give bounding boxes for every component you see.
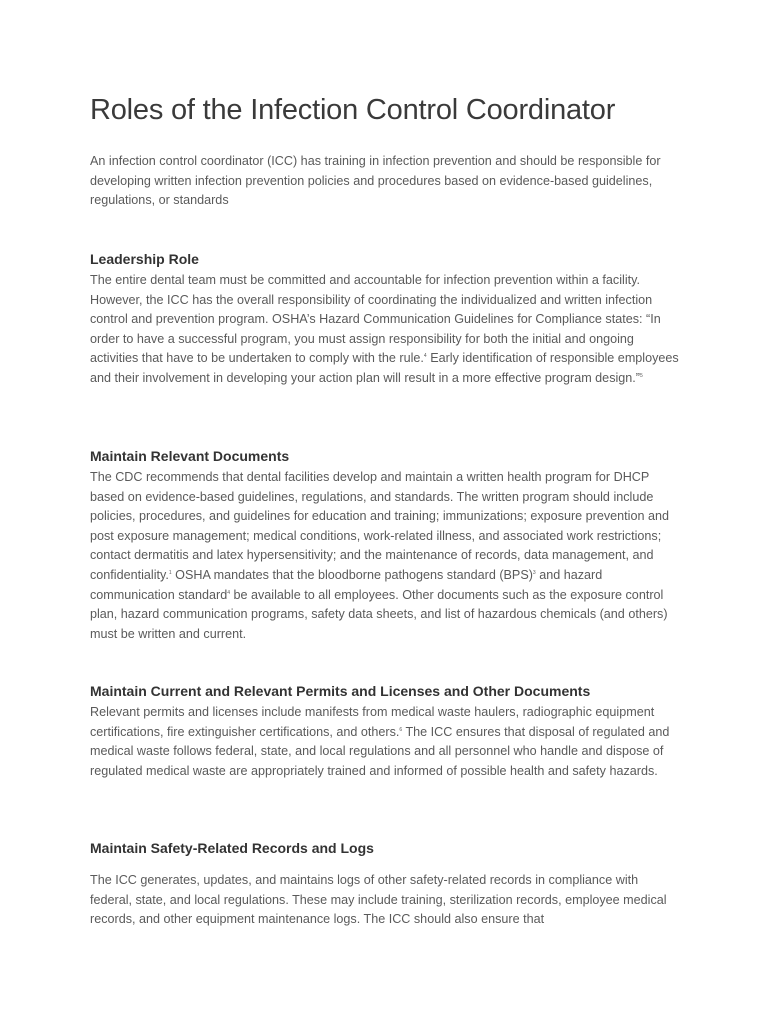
section-body-maintain-relevant-documents xyxy=(90,468,680,644)
intro-paragraph: An infection control coordinator (ICC) has training in infection prevention and should be responsible for developing written infection prevention policies and procedures based on evidence-based guidelines, regulations, or standards xyxy=(90,154,661,208)
section-heading-safety-records-and-logs: Maintain Safety-Related Records and Logs xyxy=(90,840,374,856)
body-text: The ICC ensures that disposal of regulated and medical waste follows federal, state, and local regulations and all personnel who handle and dispose of regulated medical waste are appropriately trained and informed of possible health and safety hazards. xyxy=(90,724,670,778)
reference-marker: 4 xyxy=(423,353,427,360)
body-text: The entire dental team must be committed and accountable for infection prevention within a facility. However, the ICC has the overall responsibility of coordinating the individualized and written infection control and prevention program. OSHA’s Hazard Communication Guidelines for Compliance states: “In order to have a successful program, you must assign responsibility for both the initial and ongoing activities that have to be undertaken to comply with the rule. xyxy=(90,273,661,366)
page-title: Roles of the Infection Control Coordinator xyxy=(90,94,616,126)
section-body-safety-records-and-logs: The ICC generates, updates, and maintains logs of other safety-related records in compliance with federal, state, and local regulations. These may include training, sterilization records, employee medical records, and other equipment maintenance logs. The ICC should also ensure that xyxy=(90,873,667,927)
reference-marker: 4 xyxy=(227,589,230,596)
reference-marker: 5 xyxy=(640,372,643,379)
section-heading-permits-and-licenses: Maintain Current and Relevant Permits and Licenses and Other Documents xyxy=(90,683,591,699)
reference-marker: 6 xyxy=(399,726,403,733)
body-text: OSHA mandates that the bloodborne pathogens standard (BPS) xyxy=(171,567,533,582)
section-heading-maintain-relevant-documents: Maintain Relevant Documents xyxy=(90,448,290,464)
reference-marker: 1 xyxy=(168,569,172,576)
body-text: Relevant permits and licenses include manifests from medical waste haulers, radiographic equipment certifications, fire extinguisher certifications, and others. xyxy=(90,705,655,739)
section-body-permits-and-licenses xyxy=(90,703,680,781)
body-text: The CDC recommends that dental facilities develop and maintain a written health program for DHCP based on evidence-based guidelines, regulations, and standards. The written program should include policies, procedures, and guidelines for education and training; immunizations; exposure prevention and post exposure management; medical conditions, work-related illness, and associated work restrictions; contact dermatitis and latex hypersensitivity; and the maintenance of records, data management, and confidentiality. xyxy=(90,470,669,582)
body-text: Early identification of responsible employees and their involvement in developing your action plan will result in a more effective program design.” xyxy=(90,351,679,385)
section-body-leadership-role xyxy=(90,271,680,389)
reference-marker: 3 xyxy=(532,569,536,576)
body-text: and hazard communication standard xyxy=(90,567,603,602)
section-heading-leadership-role: Leadership Role xyxy=(90,251,199,267)
body-text: be available to all employees. Other documents such as the exposure control plan, hazard communication programs, safety data sheets, and list of hazardous chemicals (and others) must be written and current. xyxy=(90,587,668,641)
